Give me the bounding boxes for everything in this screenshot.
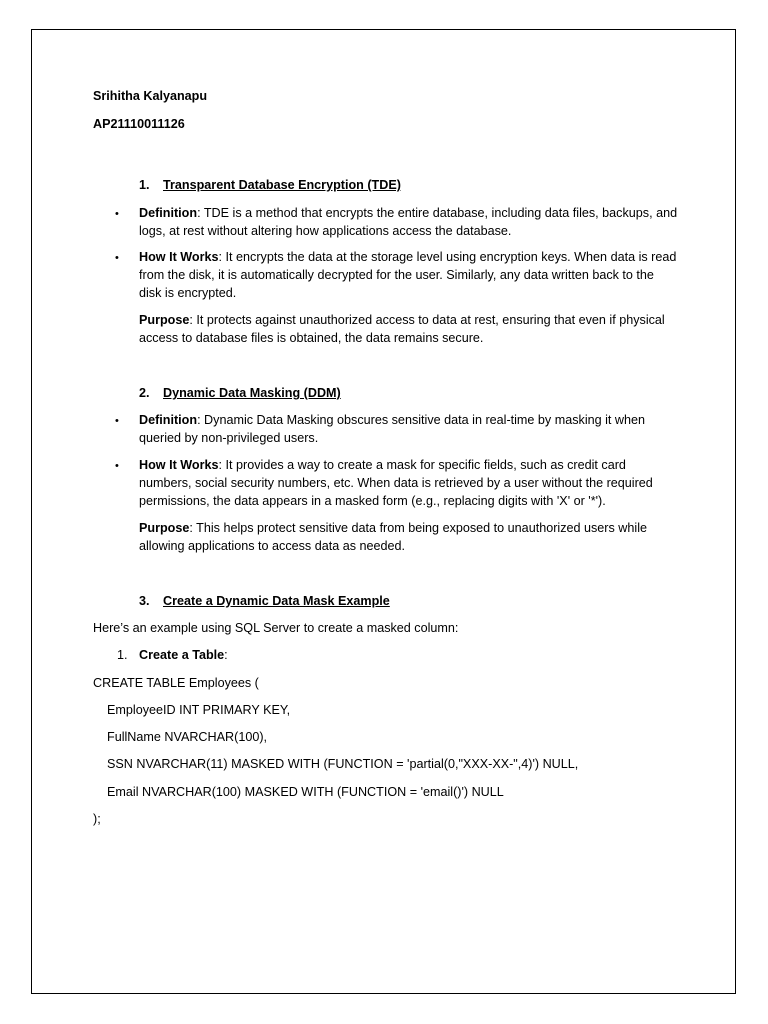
- definition-label: Definition: [139, 413, 198, 427]
- how-text: : It encrypts the data at the storage level using encryption keys. When data is read from the disk, it is automatically decrypted for the user. Similarly, any data written back to the disk is encrypted.: [139, 250, 677, 300]
- how-text: : It provides a way to create a mask for specific fields, such as credit card numbers, social security numbers, etc. When data is retrieved by a user without the required permissions, the data appears in a masked form (e.g., replacing digits with 'X' or '*').: [139, 458, 653, 508]
- tde-definition: [139, 204, 679, 240]
- section-number: 1.: [139, 178, 150, 192]
- section-title: Dynamic Data Masking (DDM): [163, 386, 341, 400]
- section-number: 3.: [139, 594, 150, 608]
- how-label: How It Works: [139, 458, 219, 472]
- purpose-label: Purpose: [139, 313, 190, 327]
- bullet-icon: •: [115, 208, 119, 220]
- code-line: SSN NVARCHAR(11) MASKED WITH (FUNCTION = 'partial(0,"XXX-XX-",4)') NULL,: [93, 757, 579, 771]
- section-title: Transparent Database Encryption (TDE): [163, 178, 401, 192]
- section-title: Create a Dynamic Data Mask Example: [163, 594, 390, 608]
- example-intro: Here’s an example using SQL Server to create a masked column:: [93, 621, 459, 635]
- code-line: EmployeeID INT PRIMARY KEY,: [93, 703, 291, 717]
- code-line: Email NVARCHAR(100) MASKED WITH (FUNCTION = 'email()') NULL: [93, 785, 504, 799]
- bullet-icon: •: [115, 415, 119, 427]
- student-id: AP21110011126: [93, 117, 185, 131]
- bullet-icon: •: [115, 460, 119, 472]
- definition-text: : TDE is a method that encrypts the entire database, including data files, backups, and logs, at rest without altering how applications access the database.: [139, 206, 678, 238]
- purpose-text: : This helps protect sensitive data from being exposed to unauthorized users while allowing applications to access data as needed.: [139, 521, 647, 553]
- purpose-text: : It protects against unauthorized access to data at rest, ensuring that even if physical access to database files is obtained, the data remains secure.: [139, 313, 665, 345]
- code-line: CREATE TABLE Employees (: [93, 676, 259, 690]
- step-number: 1.: [117, 648, 128, 662]
- step-colon: :: [224, 648, 228, 662]
- how-label: How It Works: [139, 250, 219, 264]
- definition-text: : Dynamic Data Masking obscures sensitive data in real-time by masking it when queried by non-privileged users.: [139, 413, 646, 445]
- bullet-icon: •: [115, 252, 119, 264]
- section-heading-tde: [139, 176, 401, 194]
- section-number: 2.: [139, 386, 150, 400]
- step-item: [117, 646, 228, 664]
- definition-label: Definition: [139, 206, 198, 220]
- step-label: Create a Table: [139, 648, 225, 662]
- code-line: FullName NVARCHAR(100),: [93, 730, 268, 744]
- section-heading-example: [139, 592, 390, 610]
- code-line: );: [93, 812, 101, 826]
- section-heading-ddm: [139, 384, 341, 402]
- purpose-label: Purpose: [139, 521, 190, 535]
- tde-purpose: [139, 311, 679, 347]
- ddm-how-it-works: [139, 456, 679, 510]
- author-name: Srihitha Kalyanapu: [93, 89, 208, 103]
- tde-how-it-works: [139, 248, 679, 302]
- ddm-definition: [139, 411, 679, 447]
- document-page: [31, 29, 736, 994]
- ddm-purpose: [139, 519, 679, 555]
